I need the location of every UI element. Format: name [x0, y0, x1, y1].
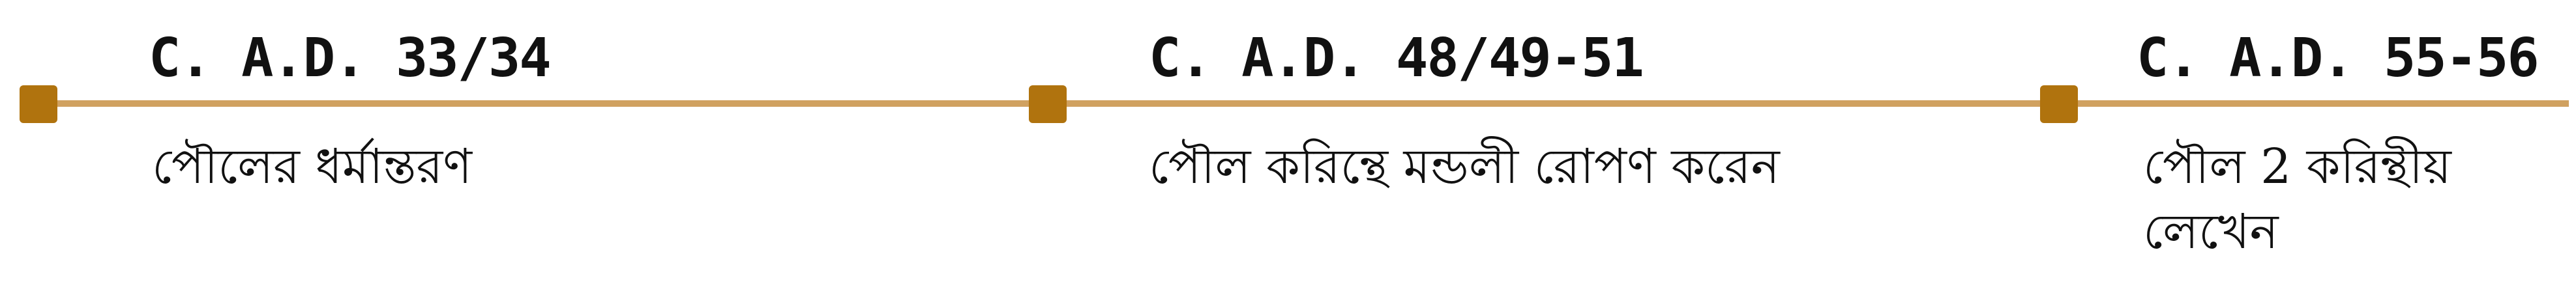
event-description-3: পৌল 2 করিন্থীয় লেখেন [2143, 139, 2451, 260]
event-description-1: পৌলের ধর্মান্তরণ [152, 139, 473, 195]
event-marker-1 [20, 85, 57, 123]
event-description-2: পৌল করিন্থে মন্ডলী রোপণ করেন [1149, 139, 1780, 195]
event-marker-3 [2040, 85, 2078, 123]
timeline-axis-line [26, 100, 2569, 107]
event-date-3: C. A.D. 55-56 [2137, 27, 2538, 89]
event-marker-2 [1029, 85, 1067, 123]
event-date-2: C. A.D. 48/49-51 [1149, 27, 1643, 89]
event-date-1: C. A.D. 33/34 [149, 27, 550, 89]
